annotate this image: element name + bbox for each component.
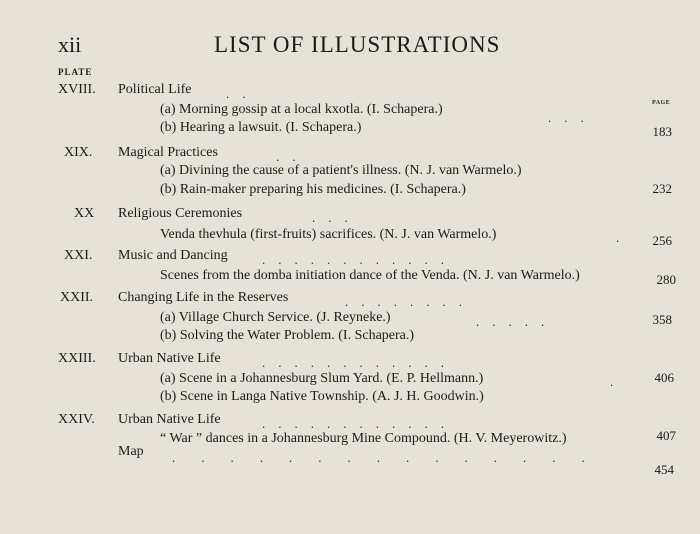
plate-xix-item-b: (b) Rain-maker preparing his medicines. (I. Schapera.) — [160, 182, 466, 197]
plate-xix-page: 232 — [652, 181, 672, 196]
plate-xviii-numeral: XVIII. — [58, 82, 96, 97]
leader-dots: ............ — [262, 355, 457, 370]
page-column-heading: PAGE — [652, 100, 671, 106]
map-label: Map — [118, 444, 144, 459]
plate-xxi-numeral: XXI. — [64, 248, 93, 263]
plate-xxiii-page: 406 — [654, 370, 674, 385]
leader-dots: . — [616, 230, 633, 245]
plate-xxii-item-a: (a) Village Church Service. (J. Reyneke.) — [160, 310, 391, 325]
plate-xxiv-title: Urban Native Life — [118, 412, 221, 427]
leader-dots: ........ — [345, 294, 475, 309]
leader-dots: .. — [276, 149, 309, 164]
plate-xxii-numeral: XXII. — [60, 290, 94, 305]
leader-dots: . — [610, 374, 627, 389]
map-page: 454 — [654, 462, 674, 477]
plate-xix-title: Magical Practices — [118, 145, 218, 160]
plate-xviii-page: 183 — [652, 124, 672, 139]
leader-dots: ... — [548, 110, 597, 125]
leader-dots: ............ — [262, 252, 457, 267]
plate-column-heading: PLATE — [58, 67, 93, 77]
plate-xxi-title: Music and Dancing — [118, 248, 228, 263]
plate-xx-item: Venda thevhula (first-fruits) sacrifices. (N. J. van Warmelo.) — [160, 227, 497, 242]
plate-xx-numeral: XX — [74, 206, 95, 221]
plate-xxii-title: Changing Life in the Reserves — [118, 290, 289, 305]
plate-xviii-title: Political Life — [118, 82, 192, 97]
plate-xxii-item-b: (b) Solving the Water Problem. (I. Schapera.) — [160, 328, 415, 343]
plate-xxiii-item-b: (b) Scene in Langa Native Township. (A. J. H. Goodwin.) — [160, 389, 484, 404]
plate-xxiv-numeral: XXIV. — [58, 412, 95, 427]
page-number: xii — [58, 32, 82, 57]
plate-xxiv-item: “ War ” dances in a Johannesburg Mine Compound. (H. V. Meyerowitz.) — [160, 431, 567, 446]
plate-xxiii-title: Urban Native Life — [118, 351, 221, 366]
leader-dots: ............... — [172, 450, 611, 465]
plate-xix-numeral: XIX. — [64, 145, 93, 160]
plate-xx-page: 256 — [652, 233, 672, 248]
plate-xxiv-page: 407 — [656, 428, 676, 443]
leader-dots: .. — [226, 86, 259, 101]
leader-dots: ..... — [476, 314, 558, 329]
plate-xxi-page: 280 — [656, 272, 676, 287]
plate-xviii-item-b: (b) Hearing a lawsuit. (I. Schapera.) — [160, 120, 362, 135]
plate-xxi-item: Scenes from the domba initiation dance of the Venda. (N. J. van Warmelo.) — [160, 268, 580, 283]
plate-xxiii-item-a: (a) Scene in a Johannesburg Slum Yard. (E. P. Hellmann.) — [160, 371, 484, 386]
plate-xxii-page: 358 — [652, 312, 672, 327]
page-title: LIST OF ILLUSTRATIONS — [214, 32, 501, 57]
plate-xviii-item-a: (a) Morning gossip at a local kxotla. (I. Schapera.) — [160, 102, 443, 117]
plate-xix-item-a: (a) Divining the cause of a patient's illness. (N. J. van Warmelo.) — [160, 163, 522, 178]
leader-dots: ............ — [262, 416, 457, 431]
leader-dots: ... — [312, 210, 361, 225]
plate-xxiii-numeral: XXIII. — [58, 351, 96, 366]
plate-xx-title: Religious Ceremonies — [118, 206, 243, 221]
